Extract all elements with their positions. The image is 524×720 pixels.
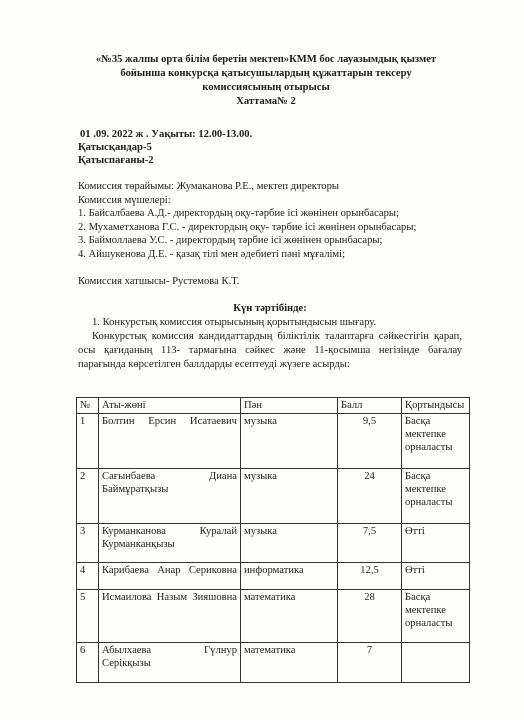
agenda-heading: Күн тәртібінде: [233,303,307,314]
candidate-score: 12,5 [338,563,402,590]
member-1: 1. Байсалбаева А.Д.- директордың оқу-тәрбие ісі жөнінен орынбасары; [78,208,399,219]
candidate-name: Карибаева Анар Сериковна [99,563,241,590]
protocol-number: Хаттама№ 2 [236,96,296,107]
header-number: № [77,398,99,414]
table-row [77,469,470,524]
candidate-subject: музыка [241,524,338,563]
row-number: 4 [77,563,99,590]
table-row [77,414,470,469]
member-4: 4. Айшукенова Д.Е. - қазақ тілі мен әдебиеті пәні мұғалімі; [78,249,346,260]
absent-count: Қатыспағаны-2 [78,155,154,166]
candidate-subject: математика [241,643,338,683]
title-line-3: комиссиясының отырысы [202,82,330,93]
candidate-result: Басқа мектепке орналасты [402,590,470,643]
table-header-row [77,398,470,414]
candidate-subject: информатика [241,563,338,590]
candidate-subject: музыка [241,469,338,524]
header-subject: Пән [241,398,338,414]
table-row [77,590,470,643]
row-number: 1 [77,414,99,469]
table-row [77,563,470,590]
members-heading: Комиссия мүшелері: [78,195,171,206]
candidate-result [402,643,470,683]
row-number: 3 [77,524,99,563]
candidate-result: Басқа мектепке орналасты [402,469,470,524]
candidate-name: Абылхаева Гүлнур Серікқызы [99,643,241,683]
candidate-result: Өтті [402,524,470,563]
present-count: Қатысқандар-5 [78,142,152,153]
header-result: Қортындысы [402,398,470,414]
agenda-paragraph: Конкурстық комиссия кандидаттардың біліктілік талаптарға сәйкестігін қарап, осы қағиданың 113- тармағына сәйкес және 11-қосымша негізінде бағалау парағында көрсетілген баллдарды есептеуді жүзеге асырды: [78,331,462,370]
commission-secretary: Комиссия хатшысы- Рустемова К.Т. [78,276,240,287]
results-table [76,397,470,683]
member-2: 2. Мухаметханова Г.С. - директордың оқу- тәрбие ісі жөнінен орынбасары; [78,222,417,233]
member-3: 3. Баймоллаева У.С. - директордың тәрбие ісі жөнінен орынбасары; [78,235,383,246]
candidate-name: Болтин Ерсин Исатаевич [99,414,241,469]
candidate-subject: математика [241,590,338,643]
candidate-score: 7,5 [338,524,402,563]
title-line-1: «№35 жалпы орта білім беретін мектеп»КММ бос лауазымдық қызмет [95,54,437,65]
candidate-subject: музыка [241,414,338,469]
title-line-2: бойынша конкурсқа қатысушылардың құжаттарын тексеру [120,68,412,79]
row-number: 5 [77,590,99,643]
document-title [60,53,472,109]
row-number: 2 [77,469,99,524]
commission-chair: Комиссия төрайымы: Жумаканова Р.Е., мектеп директоры [78,181,340,192]
candidate-score: 7 [338,643,402,683]
meeting-datetime: 01 .09. 2022 ж . Уақыты: 12.00-13.00. [80,129,253,140]
row-number: 6 [77,643,99,683]
candidate-name: Курманканова Куралай Курманканқызы [99,524,241,563]
candidate-score: 9,5 [338,414,402,469]
candidate-result: Өтті [402,563,470,590]
candidate-score: 24 [338,469,402,524]
header-name: Аты-жөні [99,398,241,414]
candidate-score: 28 [338,590,402,643]
candidate-name: Исмаилова Назым Зияшовна [99,590,241,643]
header-score: Балл [338,398,402,414]
table-row [77,524,470,563]
table-row [77,643,470,683]
agenda-item-1: 1. Конкурстық комиссия отырысының қорытындысын шығару. [92,317,377,328]
candidate-name: Сағынбаева Диана Баймұратқызы [99,469,241,524]
candidate-result: Басқа мектепке орналасты [402,414,470,469]
